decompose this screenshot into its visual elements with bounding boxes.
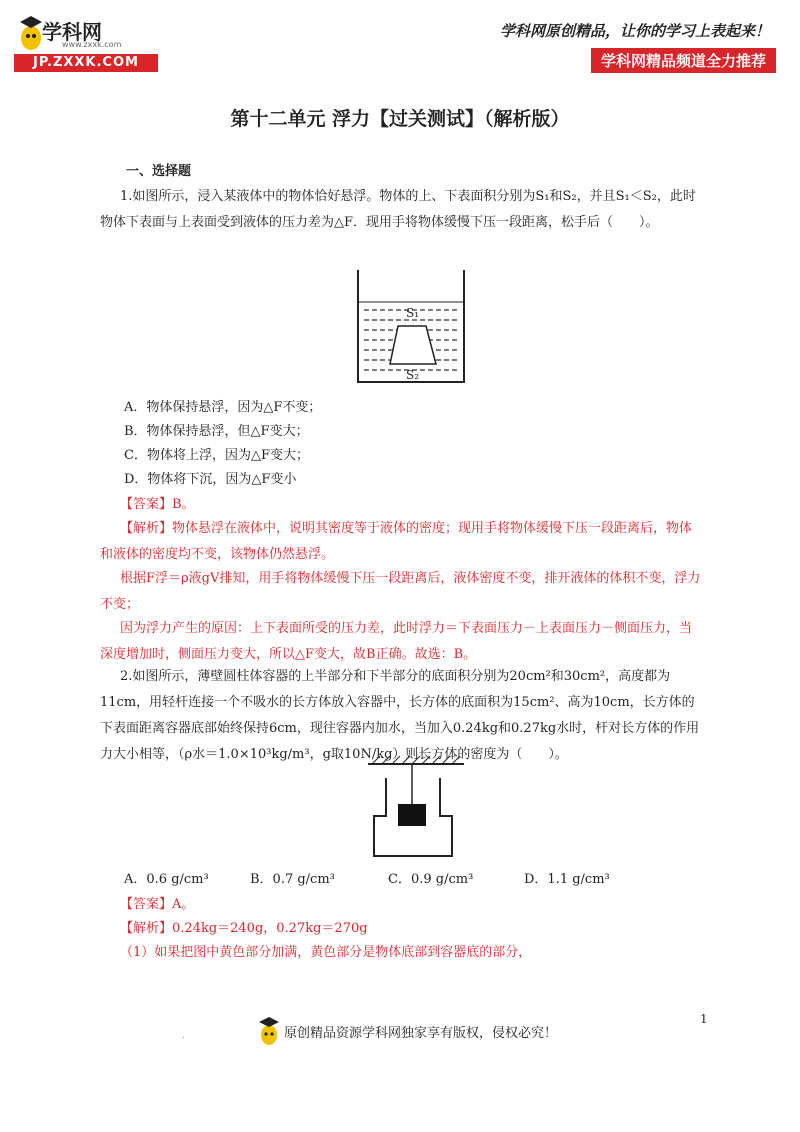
- q2-stem: 2.如图所示，薄壁圆柱体容器的上半部分和下半部分的底面积分别为20cm²和30cm²，高度都为11cm，用轻杆连接一个不吸水的长方体放入容器中，长方体的底面积为15cm²、高为10cm，长方体的下表面距离容器底部始终保持6cm，现往容器内加水，当加入0.24kg和0.27kg水时，杆对长方体的作用力大小相等，（ρ水＝1.0×10³kg/m³，g取10N/kg）则长方体的密度为（ ）。: [100, 669, 700, 762]
- logo: [18, 12, 44, 52]
- q2-option-d: D．1.1 g/cm³: [524, 872, 610, 887]
- page-title: 第十二单元 浮力【过关测试】（解析版）: [230, 108, 570, 130]
- q2-figure: [366, 756, 466, 860]
- logo-domain: JP.ZXXK.COM: [14, 54, 158, 72]
- q1-option-a: A．物体保持悬浮，因为△F不变；: [124, 400, 322, 415]
- q2-answer: 【答案】A。: [120, 897, 195, 912]
- q2-analysis-1: 【解析】0.24kg＝240g，0.27kg＝270g: [120, 921, 368, 936]
- q1-option-d: D．物体将下沉，因为△F变小: [124, 472, 297, 487]
- channel-banner: 学科网精品频道全力推荐: [591, 48, 776, 73]
- logo-name: 学科网: [42, 20, 102, 44]
- footer-mascot-icon: [258, 1016, 280, 1050]
- logo-sub: www.zxxk.com: [62, 40, 122, 49]
- section-heading: 一、选择题: [126, 164, 192, 179]
- q1-option-b: B．物体保持悬浮，但△F变大；: [124, 424, 309, 439]
- q1-label-s1: S₁: [406, 306, 420, 320]
- q1-option-c: C．物体将上浮，因为△F变大；: [124, 448, 309, 463]
- q1-analysis-3: 因为浮力产生的原因：上下表面所受的压力差，此时浮力＝下表面压力－上表面压力－侧面压力，当深度增加时，侧面压力变大，所以△F变大，故B正确。故选：B。: [100, 621, 693, 662]
- footer-dot: .: [182, 1030, 186, 1041]
- q2-option-c: C．0.9 g/cm³: [388, 872, 474, 887]
- slogan: 学科网原创精品，让你的学习上表起来！: [499, 22, 770, 40]
- q1-analysis-1: 【解析】物体悬浮在液体中，说明其密度等于液体的密度；现用手将物体缓慢下压一段距离后，物体和液体的密度均不变，该物体仍然悬浮。: [100, 521, 693, 562]
- q1-answer: 【答案】B。: [120, 497, 195, 512]
- q1-analysis-2: 根据F浮＝ρ液gV排知，用手将物体缓慢下压一段距离后，液体密度不变，排开液体的体积不变，浮力不变；: [100, 571, 701, 612]
- q1-stem: 1.如图所示，浸入某液体中的物体恰好悬浮。物体的上、下表面积分别为S₁和S₂，并且S₁＜S₂，此时物体下表面与上表面受到液体的压力差为△F．现用手将物体缓慢下压一段距离，松手后（ ）。: [100, 189, 696, 230]
- q2-option-a: A．0.6 g/cm³: [124, 872, 209, 887]
- page-number: 1: [700, 1012, 708, 1026]
- footer-copyright: 原创精品资源学科网独家享有版权，侵权必究！: [284, 1026, 558, 1041]
- q2-analysis-2: （1）如果把图中黄色部分加满，黄色部分是物体底部到容器底的部分，: [120, 945, 532, 960]
- q1-label-s2: S₂: [406, 368, 420, 382]
- mascot-icon: [18, 12, 44, 52]
- q2-option-b: B．0.7 g/cm³: [250, 872, 335, 887]
